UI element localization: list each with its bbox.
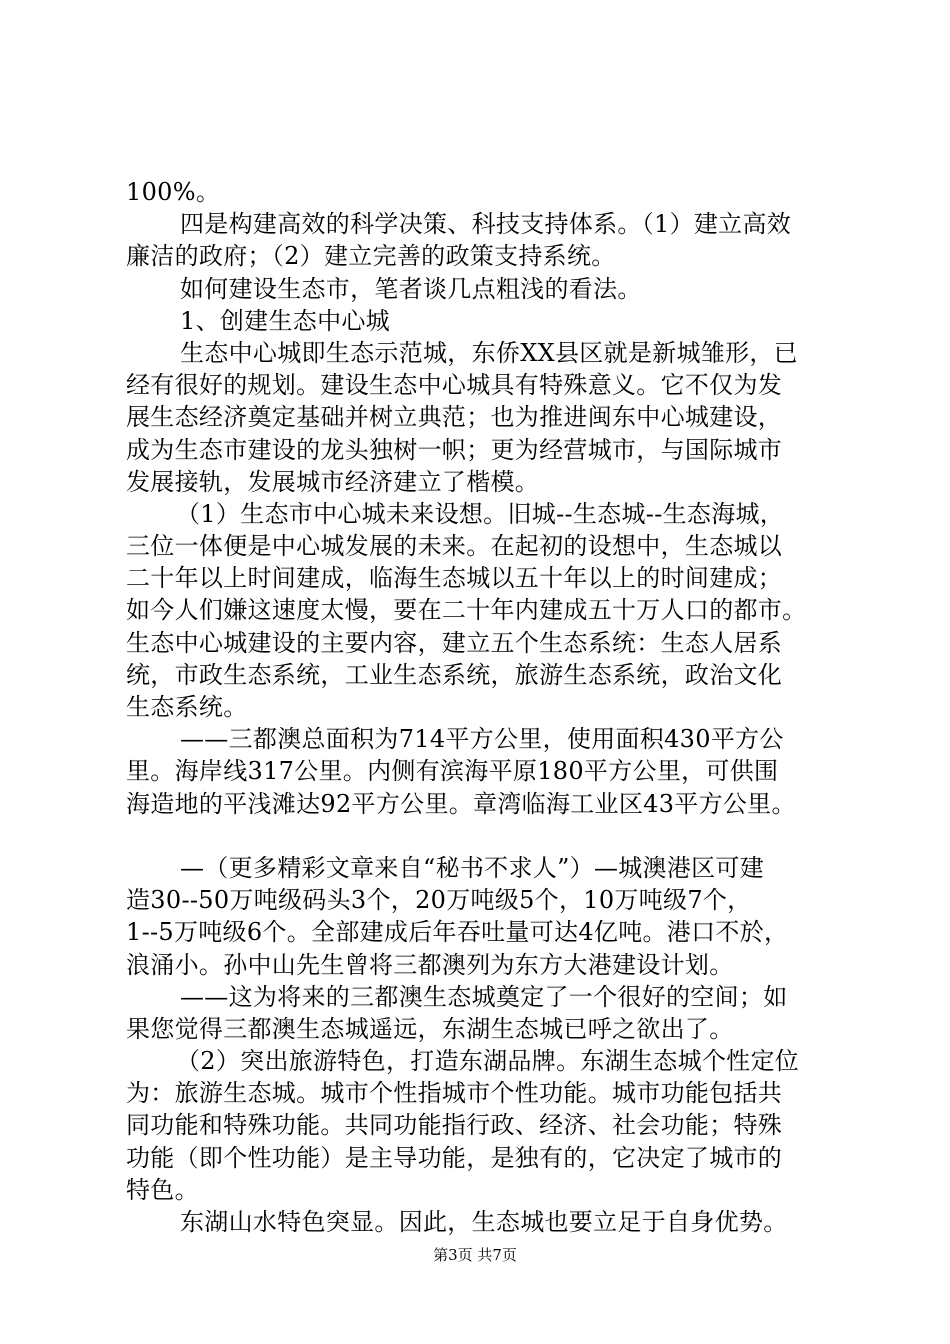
text-line: 功能（即个性功能）是主导功能，是独有的，它决定了城市的: [126, 1143, 783, 1172]
section-heading: 1、创建生态中心城: [180, 306, 390, 335]
text-line: 100%。: [126, 178, 221, 206]
paragraph-donghu: 东湖山水特色突显。因此，生态城也要立足于自身优势。: [180, 1208, 788, 1236]
text-line: 造30--50万吨级码头3个，20万吨级5个，10万吨级7个，: [126, 886, 752, 915]
text-line: 为：旅游生态城。城市个性指城市个性功能。城市功能包括共: [126, 1079, 783, 1108]
blank-line: [126, 820, 836, 852]
text-line: 统，市政生态系统，工业生态系统，旅游生态系统，政治文化: [126, 660, 783, 689]
text-line: 如今人们嫌这速度太慢，要在二十年内建成五十万人口的都市。: [126, 596, 807, 625]
text-line: 同功能和特殊功能。共同功能指行政、经济、社会功能；特殊: [126, 1111, 783, 1140]
text-line: 里。海岸线317公里。内侧有滨海平原180平方公里，可供围: [126, 757, 779, 786]
paragraph-eco-center: 生态中心城即生态示范城，东侨XX县区就是新城雏形，已: [180, 338, 798, 367]
paragraph-four-strategy: 四是构建高效的科学决策、科技支持体系。（1）建立高效: [180, 210, 792, 239]
text-line: 1--5万吨级6个。全部建成后年吞吐量可达4亿吨。港口不於，: [126, 918, 789, 947]
paragraph-sandu-area: ——三都澳总面积为714平方公里，使用面积430平方公: [180, 725, 784, 754]
text-line: 生态中心城建设的主要内容，建立五个生态系统：生态人居系: [126, 628, 783, 657]
paragraph-intro: 如何建设生态市，笔者谈几点粗浅的看法。: [180, 274, 642, 303]
text-line: 二十年以上时间建成，临海生态城以五十年以上的时间建成；: [126, 564, 783, 593]
text-line: 经有很好的规划。建设生态中心城具有特殊意义。它不仅为发: [126, 371, 783, 400]
text-line: 果您觉得三都澳生态城遥远，东湖生态城已呼之欲出了。: [126, 1014, 734, 1043]
document-body: [126, 176, 836, 1238]
text-line: 浪涌小。孙中山先生曾将三都澳列为东方大港建设计划。: [126, 950, 734, 979]
paragraph-tourism: （2）突出旅游特色，打造东湖品牌。东湖生态城个性定位: [176, 1047, 800, 1076]
text-line: 海造地的平浅滩达92平方公里。章湾临海工业区43平方公里。: [126, 789, 796, 818]
paragraph-future-vision: （1）生态市中心城未来设想。旧城--生态城--生态海城，: [176, 499, 785, 528]
text-line: 生态系统。: [126, 693, 248, 721]
text-line: 成为生态市建设的龙头独树一帜；更为经营城市，与国际城市: [126, 435, 783, 464]
paragraph-space: ——这为将来的三都澳生态城奠定了一个很好的空间；如: [180, 982, 788, 1011]
text-line: 廉洁的政府；（2）建立完善的政策支持系统。: [126, 242, 616, 271]
paragraph-port: —（更多精彩文章来自“秘书不求人”）—城澳港区可建: [180, 853, 765, 882]
text-line: 发展接轨，发展城市经济建立了楷模。: [126, 467, 540, 496]
text-line: 展生态经济奠定基础并树立典范；也为推进闽东中心城建设，: [126, 403, 783, 432]
page-number-footer: 第3页 共7页: [433, 1246, 517, 1264]
text-line: 特色。: [126, 1175, 199, 1204]
text-line: 三位一体便是中心城发展的未来。在起初的设想中，生态城以: [126, 532, 783, 561]
